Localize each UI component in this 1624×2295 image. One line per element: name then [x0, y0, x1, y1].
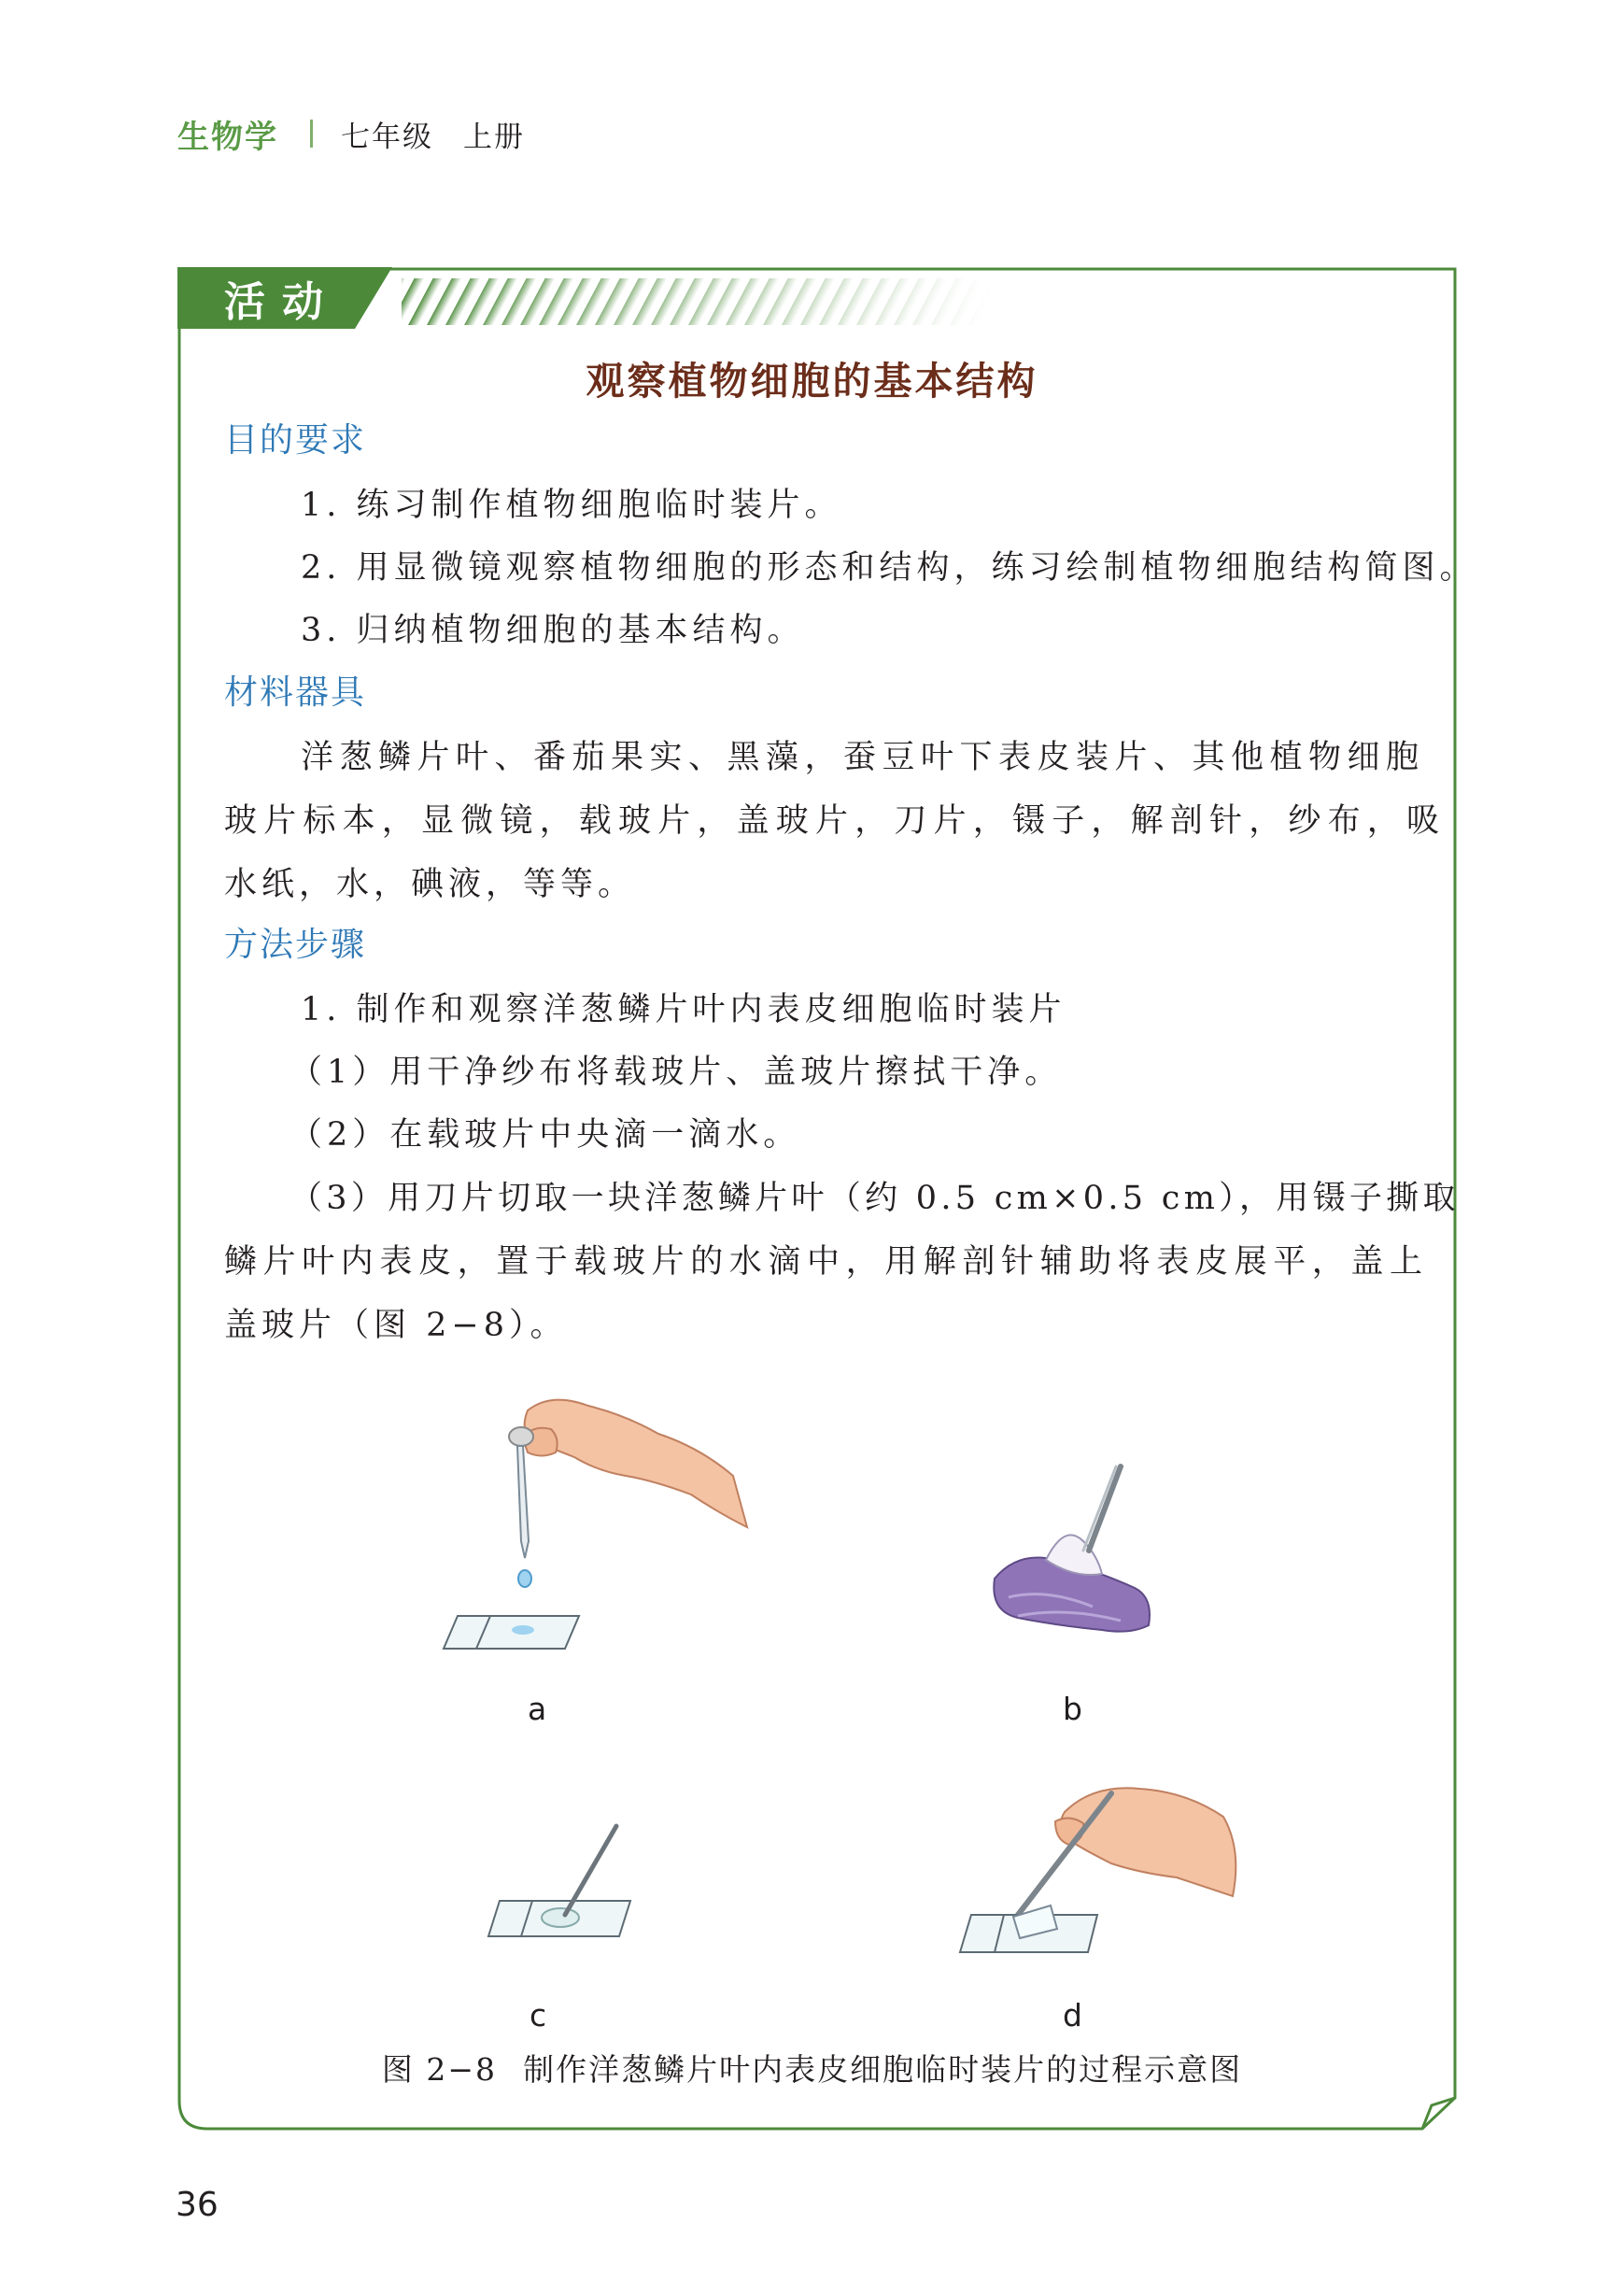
materials-line-1: 洋葱鳞片叶、番茄果实、黑藻，蚕豆叶下表皮装片、其他植物细胞	[301, 739, 1425, 776]
section-heading-method: 方法步骤	[224, 926, 367, 964]
method-line-4: （3）用刀片切取一块洋葱鳞片叶（约 0.5 cm×0.5 cm），用镊子撕取	[289, 1180, 1460, 1217]
volume-label: 上册	[463, 120, 525, 154]
illustration-a-dropper	[439, 1392, 756, 1672]
method-line-5: 鳞片叶内表皮，置于载玻片的水滴中，用解剖针辅助将表皮展平，盖上	[224, 1243, 1429, 1281]
materials-line-3: 水纸，水，碘液，等等。	[224, 866, 636, 903]
page-number: 36	[176, 2186, 219, 2224]
figure-number: 图 2−8	[381, 2051, 498, 2088]
method-line-3: （2）在载玻片中央滴一滴水。	[289, 1116, 801, 1154]
purpose-item-3: 3. 归纳植物细胞的基本结构。	[301, 612, 805, 649]
figure-caption-text: 制作洋葱鳞片叶内表皮细胞临时装片的过程示意图	[523, 2051, 1243, 2088]
activity-tag: 活动	[224, 278, 340, 326]
illustration-c-needle	[481, 1817, 649, 1948]
purpose-item-2: 2. 用显微镜观察植物细胞的形态和结构，练习绘制植物细胞结构简图。	[301, 549, 1477, 587]
method-line-6: 盖玻片（图 2−8）。	[224, 1307, 568, 1344]
grade-label: 七年级	[341, 120, 433, 154]
illustration-b-peeling	[981, 1457, 1167, 1663]
book-title: 生物学	[177, 118, 278, 156]
section-heading-purpose: 目的要求	[224, 421, 367, 460]
figure-label-b: b	[1063, 1691, 1082, 1727]
figure-caption	[0, 2046, 1624, 2090]
purpose-item-1: 1. 练习制作植物细胞临时装片。	[301, 487, 842, 524]
header-divider	[310, 120, 313, 148]
figure-label-d: d	[1063, 1997, 1082, 2033]
figure-label-a: a	[528, 1691, 547, 1727]
running-header	[177, 110, 525, 157]
materials-line-2: 玻片标本，显微镜，载玻片，盖玻片，刀片，镊子，解剖针，纱布，吸	[224, 802, 1447, 840]
illustration-d-coverslip	[953, 1775, 1251, 1962]
figure-label-c: c	[530, 1997, 547, 2033]
activity-title: 观察植物细胞的基本结构	[586, 359, 1038, 404]
section-heading-materials: 材料器具	[224, 673, 367, 712]
method-line-1: 1. 制作和观察洋葱鳞片叶内表皮细胞临时装片	[301, 991, 1066, 1028]
method-line-2: （1）用干净纱布将载玻片、盖玻片擦拭干净。	[289, 1054, 1063, 1091]
